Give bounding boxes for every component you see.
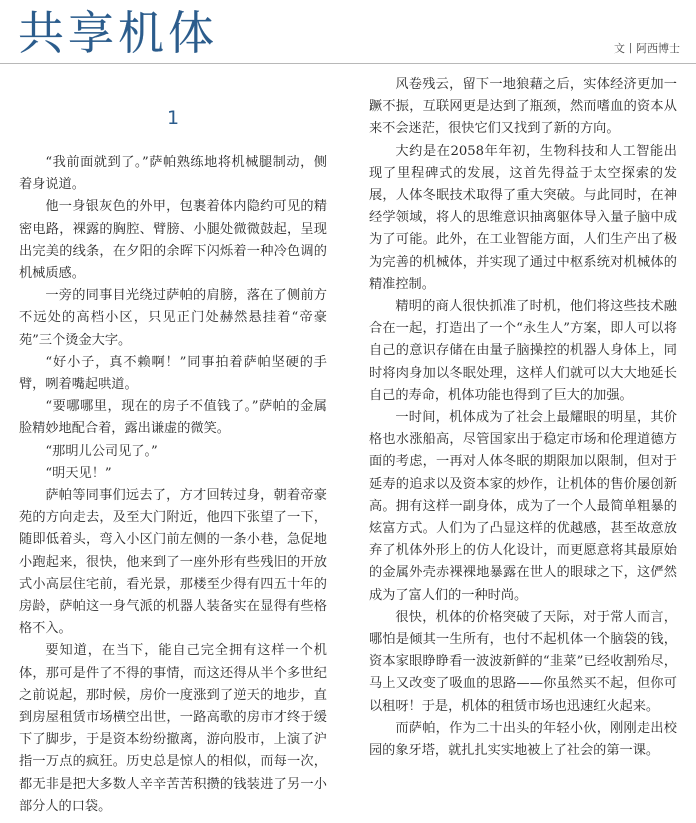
paragraph: “好小子，真不赖啊！”同事拍着萨帕坚硬的手臂，咧着嘴起哄道。: [19, 354, 327, 393]
paragraph: 他一身银灰色的外甲，包裹着体内隐约可见的精密电路，裸露的胸腔、臂膀、小腿处微微鼓起，呈现出完美的线条，在夕阳的余晖下闪烁着一种冷色调的机械质感。: [19, 199, 327, 282]
paragraph: 而萨帕，作为二十出头的年轻小伙，刚刚走出校园的象牙塔，就扎扎实实地被上了社会的第一课。: [369, 720, 677, 759]
paragraph: 精明的商人很快抓准了时机，他们将这些技术融合在一起，打造出了一个“永生人”方案，即人可以将自己的意识存储在由量子脑操控的机器人身体上，同时将肉身加以冬眠处理，这样人们就可以大大地延长自己的寿命，机体功能也得到了巨大的加强。: [369, 299, 677, 403]
header-divider: [0, 63, 696, 64]
paragraph: “明天见！”: [45, 465, 112, 481]
paragraph: 大约是在2058年年初，生物科技和人工智能出现了里程碑式的发展，这首先得益于太空探索的发展，人体冬眠技术取得了重大突破。与此同时，在神经学领域，将人的思维意识抽离躯体导入量子脑中成为了可能。此外，在工业智能方面，人们生产出了极为完善的机械体，并实现了通过中枢系统对机械体的精准控制。: [369, 143, 677, 292]
chapter-number: 1: [166, 107, 180, 129]
paragraph: “那明儿公司见了。”: [45, 443, 158, 459]
paragraph: 要知道，在当下，能自己完全拥有这样一个机体，那可是件了不得的事情，而这还得从半个多世纪之前说起，那时候，房价一度涨到了逆天的地步，直到房屋租赁市场横空出世，一路高歌的房市才终于缓下了脚步，于是资本纷纷撤离，游向股市，上演了沪指一万点的疯狂。历史总是惊人的相似，而每一次，都无非是把大多数人辛辛苦苦积攒的钱装进了另一小部分人的口袋。: [19, 643, 327, 814]
paragraph: 很快，机体的价格突破了天际，对于常人而言，哪怕是倾其一生所有，也付不起机体一个脑袋的钱，资本家眼睁睁看一波波新鲜的“韭菜”已经收割殆尽，马上又改变了吸血的思路——你虽然买不起，但你可以租呀！于是，机体的租赁市场也迅速红火起来。: [369, 609, 677, 714]
paragraph: “我前面就到了。”萨帕熟练地将机械腿制动，侧着身说道。: [19, 155, 327, 193]
paragraph: 一时间，机体成为了社会上最耀眼的明星，其价格也水涨船高，尽管国家出于稳定市场和伦理道德方面的考虑，一再对人体冬眠的期限加以限制，但对于延寿的追求以及资本家的炒作，让机体的售价屡创新高。拥有这样一副身体，成为了一个人最简单粗暴的炫富方式。人们为了凸显这样的优越感，甚至故意放弃了机体外形上的仿人化设计，而更愿意将其最原始的金属外壳赤裸裸地暴露在世人的眼球之下，这俨然成为了富人们的一种时尚。: [369, 410, 677, 603]
author-byline: 文丨阿西博士: [614, 42, 680, 55]
right-column: [369, 74, 677, 762]
article-title: 共享机体: [18, 6, 218, 60]
paragraph: 萨帕等同事们远去了，方才回转过身，朝着帝豪苑的方向走去，及至大门附近，他四下张望了一下，随即低着头，弯入小区门前左侧的一条小巷，急促地小跑起来，很快，他来到了一座外形有些残旧的开放式小高层住宅前，看光景，那楼至少得有四五十年的房龄，萨帕这一身气派的机器人装备实在显得有些格格不入。: [19, 488, 327, 637]
paragraph: “要哪哪里，现在的房子不值钱了。”萨帕的金属脸精妙地配合着，露出谦虚的微笑。: [19, 399, 327, 437]
paragraph: 一旁的同事目光绕过萨帕的肩膀，落在了侧前方不远处的高档小区，只见正门处赫然悬挂着“帝豪苑”三个烫金大字。: [19, 288, 327, 348]
left-column: [19, 96, 327, 818]
paragraph: 风卷残云，留下一地狼藉之后，实体经济更加一蹶不振，互联网更是达到了瓶颈，然而嗜血的资本从来不会迷茫，很快它们又找到了新的方向。: [369, 77, 677, 137]
